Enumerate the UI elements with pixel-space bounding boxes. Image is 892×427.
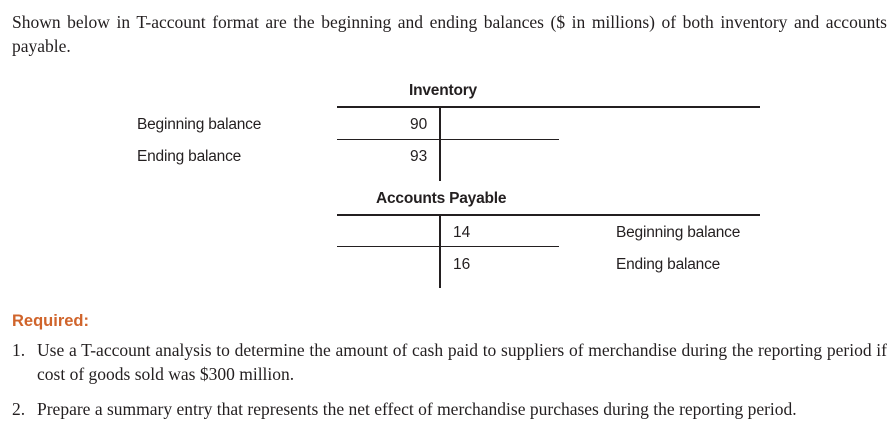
inventory-mid-rule <box>337 139 559 140</box>
inventory-beginning-label: Beginning balance <box>137 116 262 133</box>
accounts-payable-top-rule <box>337 214 760 216</box>
intro-paragraph: Shown below in T-account format are the beginning and ending balances ($ in millions) of both inventory and accounts payable. <box>12 12 887 56</box>
required-item-2-text: Prepare a summary entry that represents the net effect of merchandise purchases during the reporting period. <box>37 399 797 419</box>
required-item-2 <box>12 397 887 423</box>
required-item-1-number: 1. <box>12 340 26 360</box>
inventory-center-rule <box>439 107 441 181</box>
required-item-1-text: Use a T-account analysis to determine the amount of cash paid to suppliers of merchandise during the reporting period if cost of goods sold was $300 million. <box>37 340 887 384</box>
accounts-payable-ending-value: 16 <box>453 256 471 273</box>
required-item-2-number: 2. <box>12 399 26 419</box>
inventory-ending-value: 93 <box>410 148 428 165</box>
required-heading: Required: <box>12 312 90 330</box>
accounts-payable-beginning-label: Beginning balance <box>616 224 741 241</box>
accounts-payable-mid-rule <box>337 246 559 247</box>
accounts-payable-ending-label: Ending balance <box>616 256 721 273</box>
accounts-payable-beginning-value: 14 <box>453 224 471 241</box>
inventory-title: Inventory <box>409 82 477 99</box>
inventory-beginning-value: 90 <box>410 116 428 133</box>
inventory-top-rule <box>337 106 760 108</box>
inventory-ending-label: Ending balance <box>137 148 242 165</box>
required-item-1 <box>12 338 887 388</box>
accounts-payable-center-rule <box>439 215 441 288</box>
accounts-payable-title: Accounts Payable <box>376 190 507 207</box>
